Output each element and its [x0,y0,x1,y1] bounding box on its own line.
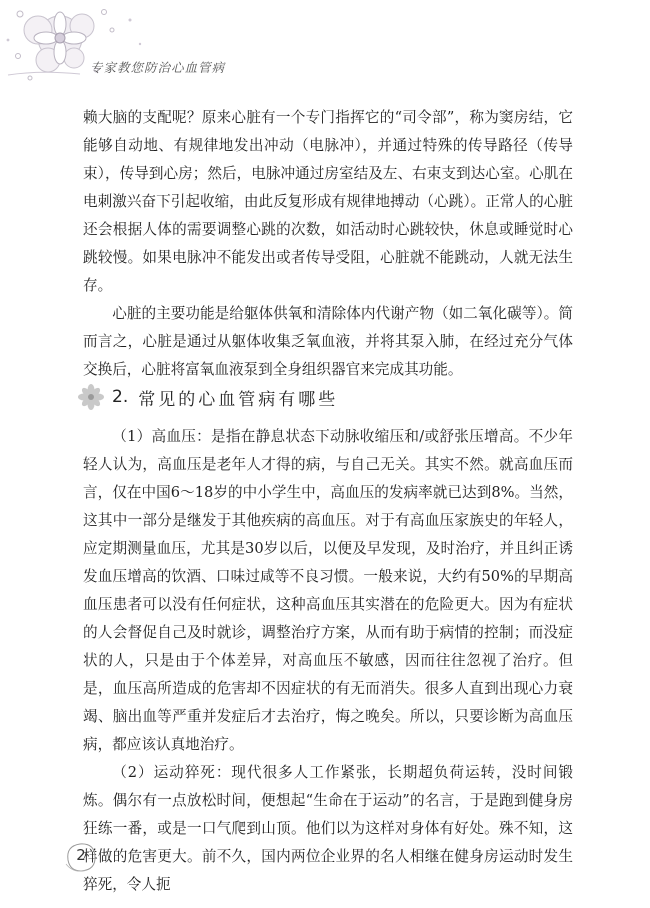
body-text-top [83,104,573,384]
paragraph: （2）运动猝死：现代很多人工作紧张，长期超负荷运转，没时间锻炼。偶尔有一点放松时间，便想起“生命在于运动”的名言，于是跑到健身房狂练一番，或是一口气爬到山顶。他们以为这样对身体有好处。殊不知，这样做的危害更大。前不久，国内两位企业界的名人相继在健身房运动时发生猝死，令人扼 [83,764,573,893]
floral-decoration [0,0,260,95]
body-text-bottom [83,423,573,899]
paragraph: （1）高血压：是指在静息状态下动脉收缩压和/或舒张压增高。不少年轻人认为，高血压是老年人才得的病，与自己无关。其实不然。就高血压而言，仅在中国6～18岁的中小学生中，高血压的发病率就已达到8%。当然，这其中一部分是继发于其他疾病的高血压。对于有高血压家族史的年轻人，应定期测量血压，尤其是30岁以后，以便及早发现，及时治疗，并且纠正诱发血压增高的饮酒、口味过咸等不良习惯。一般来说，大约有50%的早期高血压患者可以没有任何症状，这种高血压其实潜在的危险更大。因为有症状的人会督促自己及时就诊，调整治疗方案，从而有助于病情的控制；而没症状的人，只是由于个体差异，对高血压不敏感，因而往往忽视了治疗。但是，血压高所造成的危害却不因症状的有无而消失。很多人直到出现心力衰竭、脑出血等严重并发症后才去治疗，悔之晚矣。所以，只要诊断为高血压病，都应该认真地治疗。 [83,428,573,753]
flower-icon [78,384,104,410]
paragraph: 心脏的主要功能是给躯体供氧和清除体内代谢产物（如二氧化碳等）。简而言之，心脏是通过从躯体收集乏氧血液，并将其泵入肺，在经过充分气体交换后，心脏将富氧血液泵到全身组织器官来完成其功能。 [83,305,573,378]
running-title: 专家教您防治心血管病 [90,60,226,75]
paragraph: 赖大脑的支配呢？原来心脏有一个专门指挥它的“司令部”，称为窦房结，它能够自动地、有规律地发出冲动（电脉冲），并通过特殊的传导路径（传导束），传导到心房；然后，电脉冲通过房室结及左、右束支到达心室。心肌在电刺激兴奋下引起收缩，由此反复形成有规律地搏动（心跳）。正常人的心脏还会根据人体的需要调整心跳的次数，如活动时心跳较快，休息或睡觉时心跳较慢。如果电脉冲不能发出或者传导受阻，心脏就不能跳动，人就无法生存。 [83,109,573,294]
page-header [0,0,650,95]
section-title: 常见的心血管病有哪些 [138,389,339,410]
section-heading [78,382,338,412]
page-number: 2 [76,846,86,864]
section-number: 2. [112,387,129,407]
page-number-badge [64,840,98,874]
